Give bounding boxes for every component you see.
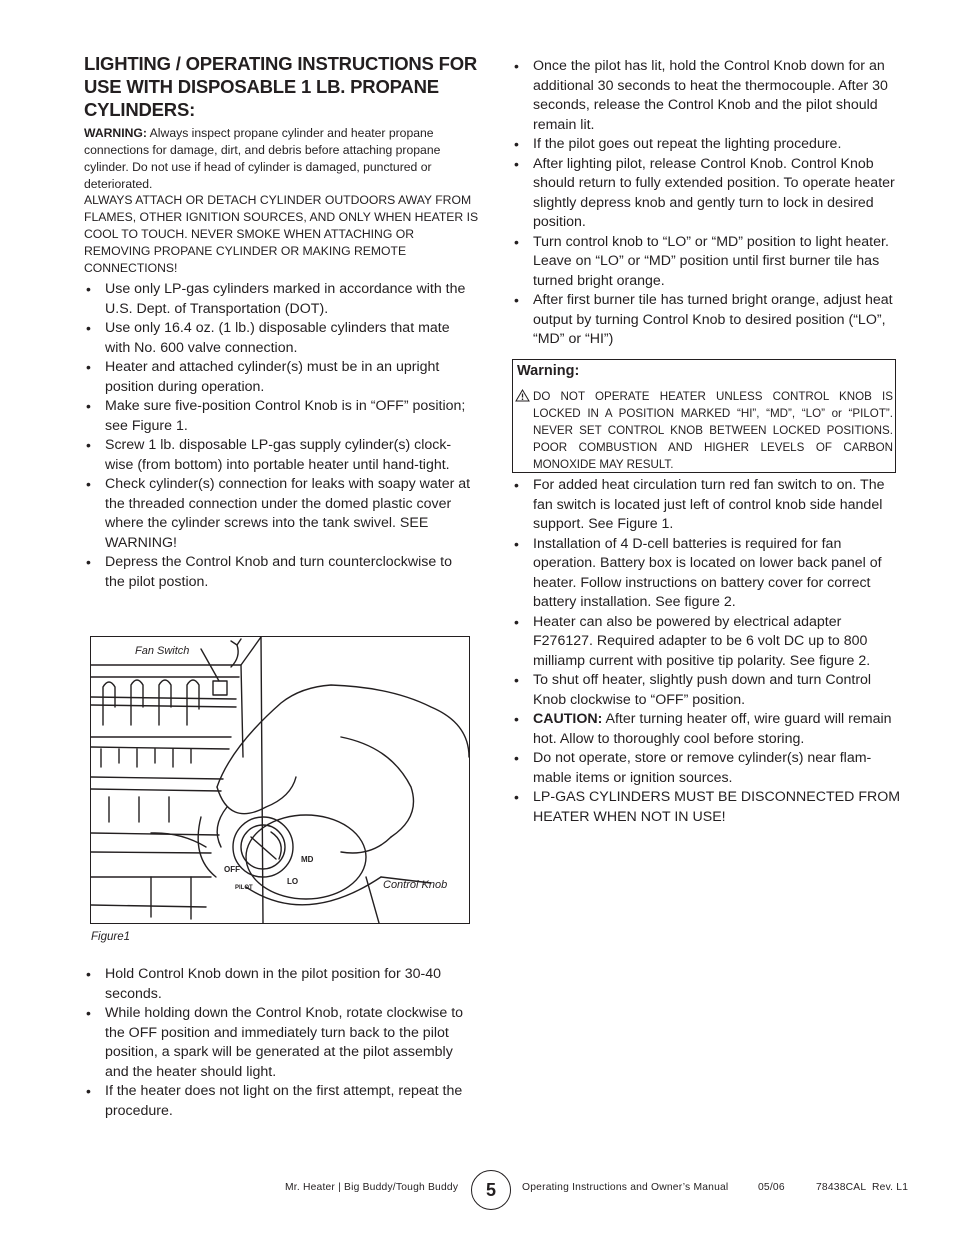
knob-pilot-marking: PILOT bbox=[235, 885, 253, 891]
caps-warning: ALWAYS ATTACH OR DETACH CYLINDER OUTDOORS AWAY FROM FLAMES, OTHER IGNITION SOURCES, AND ONLY WHEN HEATER IS COOL TO TOUCH. NEVER SMOKE WHEN ATTACHING OR REMOVING PROPANE CYLINDER OR MAKING REMOTE CONNECTIONS! bbox=[84, 193, 479, 275]
list-item: • Check cylinder(s) connection for leaks with soapy water at the threaded connection under the domed plastic cover where the cylinder screws into the tank swivel. SEE WARNING! bbox=[84, 475, 474, 553]
footer-date: 05/06 bbox=[758, 1182, 785, 1193]
list-item: • Use only 16.4 oz. (1 lb.) disposable cylinders that mate with No. 600 valve connection. bbox=[84, 319, 474, 358]
warning-intro-text: Always inspect propane cylinder and heater propane connections for damage, dirt, and debris before attaching propane cylinder. Do not use if head of cylinder is damaged, punctured or deteriorated. bbox=[84, 126, 441, 191]
footer-doc-number: 78438CAL Rev. L1 bbox=[816, 1182, 909, 1193]
list-item: • Once the pilot has lit, hold the Control Knob down for an additional 30 seconds to heat the thermocouple. After 30 seconds, release the Control Knob and the pilot should remain lit. bbox=[512, 57, 902, 135]
control-knob-label: Control Knob bbox=[383, 879, 448, 891]
fan-switch-label: Fan Switch bbox=[135, 645, 190, 657]
list-item: • Screw 1 lb. disposable LP-gas supply cylinder(s) clock-wise (from bottom) into portable heater until hand-tight. bbox=[84, 436, 474, 475]
list-item: • Installation of 4 D-cell batteries is required for fan operation. Battery box is located on lower back panel of heater. Follow instructions on battery cover for correct battery installation. See figure 2. bbox=[512, 535, 902, 613]
figure-caption: Figure1 bbox=[91, 931, 130, 943]
list-item: • LP-GAS CYLINDERS MUST BE DISCONNECTED FROM HEATER WHEN NOT IN USE! bbox=[512, 788, 902, 827]
list-item: • Heater and attached cylinder(s) must be in an upright position during operation. bbox=[84, 358, 474, 397]
list-item-caution bbox=[512, 710, 902, 749]
left-bullets-bottom bbox=[84, 965, 474, 1121]
list-item: • After lighting pilot, release Control Knob. Control Knob should return to fully extended position. To operate heater slightly depress knob and gently turn to lock in desired position. bbox=[512, 155, 902, 233]
knob-lo-marking: LO bbox=[287, 877, 299, 886]
list-item: • Heater can also be powered by electrical adapter F276127. Required adapter to be 6 volt DC up to 800 milliamp current with positive tip polarity. See figure 2. bbox=[512, 613, 902, 672]
list-item: • If the heater does not light on the first attempt, repeat the procedure. bbox=[84, 1082, 474, 1121]
list-item: • Depress the Control Knob and turn counterclockwise to the pilot postion. bbox=[84, 553, 474, 592]
list-item: • For added heat circulation turn red fan switch to on. The fan switch is located just left of control knob side handel support. See Figure 1. bbox=[512, 476, 902, 535]
list-item: • After first burner tile has turned bright orange, adjust heat output by turning Control Knob to desired position (“LO”, “MD” or “HI”) bbox=[512, 291, 902, 350]
warning-triangle-icon bbox=[515, 389, 530, 402]
list-item: • To shut off heater, slightly push down and turn Control Knob clockwise to “OFF” position. bbox=[512, 671, 902, 710]
warning-box-title: Warning: bbox=[517, 363, 580, 379]
caution-label: CAUTION: bbox=[533, 711, 603, 727]
right-bullets-top bbox=[512, 57, 902, 350]
footer-left: Mr. Heater | Big Buddy/Tough Buddy bbox=[285, 1182, 459, 1193]
warning-box-text: DO NOT OPERATE HEATER UNLESS CONTROL KNOB IS LOCKED IN A POSITION MARKED “HI”, “MD”, “LO” or “PILOT”. NEVER SET CONTROL KNOB BETWEEN LOCKED POSITIONS. POOR COMBUSTION AND HIGHER LEVELS OF CARBON MONOXIDE MAY RESULT. bbox=[533, 390, 893, 471]
knob-off-marking: OFF bbox=[224, 865, 240, 874]
warning-intro bbox=[84, 125, 479, 193]
right-bullets-bottom bbox=[512, 476, 902, 827]
warning-box bbox=[512, 359, 896, 473]
list-item: • Do not operate, store or remove cylinder(s) near flam-mable items or ignition sources. bbox=[512, 749, 902, 788]
list-item: • If the pilot goes out repeat the lighting procedure. bbox=[512, 135, 902, 155]
list-item: • Make sure five-position Control Knob is in “OFF” position; see Figure 1. bbox=[84, 397, 474, 436]
list-item: • Use only LP-gas cylinders marked in accordance with the U.S. Dept. of Transportation (DOT). bbox=[84, 280, 474, 319]
list-item: • While holding down the Control Knob, rotate clockwise to the OFF position and immediately turn back to the pilot position, a spark will be generated at the pilot assembly and the heater should light. bbox=[84, 1004, 474, 1082]
knob-md-marking: MD bbox=[301, 855, 314, 864]
list-item: • Hold Control Knob down in the pilot position for 30-40 seconds. bbox=[84, 965, 474, 1004]
section-heading: LIGHTING / OPERATING INSTRUCTIONS FOR USE WITH DISPOSABLE 1 LB. PROPANE CYLINDERS: bbox=[84, 53, 478, 120]
list-item: • Turn control knob to “LO” or “MD” position to light heater. Leave on “LO” or “MD” position until first burner tile has turned bright orange. bbox=[512, 233, 902, 292]
left-bullets-top bbox=[84, 280, 474, 592]
warning-label: WARNING: bbox=[84, 126, 147, 140]
figure-1-illustration bbox=[90, 636, 470, 924]
page-number: 5 bbox=[471, 1170, 511, 1210]
caution-text: After turning heater off, wire guard will remain hot. Allow to thoroughly cool before storing. bbox=[533, 711, 892, 747]
footer-center: Operating Instructions and Owner’s Manual bbox=[522, 1182, 729, 1193]
